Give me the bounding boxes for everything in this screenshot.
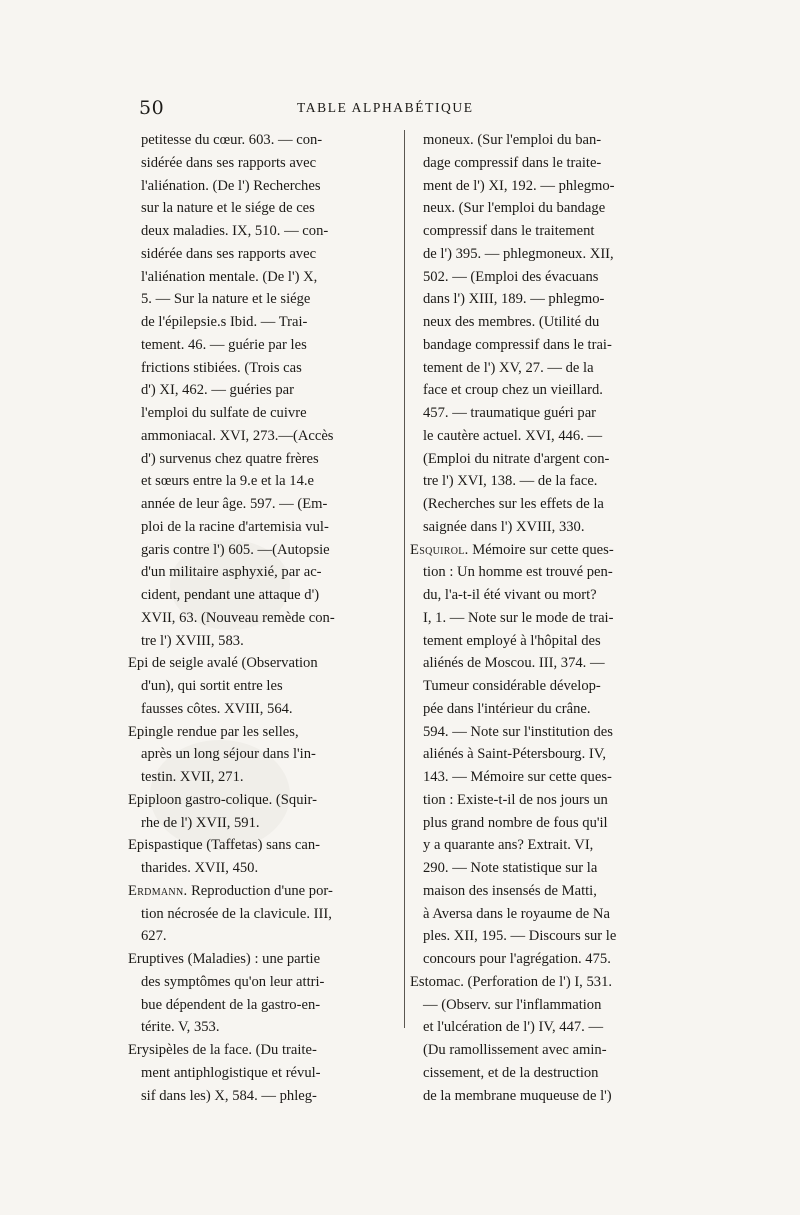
index-line: l'aliénation mentale. (De l') X, — [141, 268, 318, 285]
index-line: année de leur âge. 597. — (Em- — [141, 496, 328, 512]
index-line: (Emploi du nitrate d'argent con- — [423, 450, 610, 467]
index-line: térite. V, 353. — [141, 1019, 220, 1036]
index-line: le cautère actuel. XVI, 446. — — [423, 427, 603, 444]
index-line: d'un militaire asphyxié, par ac- — [141, 564, 322, 581]
author-name: Erdmann. — [128, 882, 188, 899]
index-entry-heading: Estomac. (Perforation de l') I, 531. — [410, 973, 613, 990]
index-line: l'emploi du sulfate de cuivre — [141, 405, 307, 421]
page-header — [139, 97, 667, 123]
index-line: moneux. (Sur l'emploi du ban- — [423, 132, 602, 148]
index-line: tre l') XVIII, 583. — [141, 632, 244, 649]
index-line: ples. XII, 195. — Discours sur le — [423, 928, 617, 945]
index-line: neux des membres. (Utilité du — [423, 314, 600, 330]
index-line: 143. — Mémoire sur cette ques- — [423, 769, 612, 785]
column-divider — [404, 130, 405, 1028]
index-line: de l'épilepsie.s Ibid. — Trai- — [141, 314, 308, 330]
index-line: sur la nature et le siége de ces — [141, 200, 315, 217]
index-line: bue dépendent de la gastro-en- — [141, 996, 321, 1013]
index-line: ploi de la racine d'artemisia vul- — [141, 518, 329, 535]
index-entry-heading: Epispastique (Taffetas) sans can- — [128, 837, 321, 854]
index-line: tion : Existe-t-il de nos jours un — [423, 791, 608, 808]
index-line: neux. (Sur l'emploi du bandage — [423, 200, 606, 217]
index-line: et sœurs entre la 9.e et la 14.e — [141, 473, 315, 490]
index-entry-heading: Erdmann. Reproduction d'une por- — [128, 882, 333, 899]
index-entry-heading: Eruptives (Maladies) : une partie — [128, 951, 321, 967]
index-line: 594. — Note sur l'institution des — [423, 723, 613, 740]
index-line: aliénés à Saint-Pétersbourg. IV, — [423, 746, 607, 763]
index-line: bandage compressif dans le trai- — [423, 336, 612, 353]
index-line: cident, pendant une attaque d') — [141, 587, 320, 603]
index-line: l'aliénation. (De l') Recherches — [141, 177, 321, 194]
running-title: TABLE ALPHABÉTIQUE — [297, 100, 474, 115]
index-line: tement employé à l'hôpital des — [423, 632, 601, 649]
index-line: de l') 395. — phlegmoneux. XII, — [423, 245, 614, 262]
index-line: aliénés de Moscou. III, 374. — — [423, 655, 605, 672]
index-line: tion nécrosée de la clavicule. III, — [141, 905, 332, 922]
index-line: y a quarante ans? Extrait. VI, — [423, 837, 594, 854]
index-line: tion : Un homme est trouvé pen- — [423, 564, 613, 581]
index-line: pée dans l'intérieur du crâne. — [423, 700, 591, 717]
index-line: — (Observ. sur l'inflammation — [423, 996, 602, 1013]
index-line: ammoniacal. XVI, 273.—(Accès — [141, 427, 334, 444]
index-line: sidérée dans ses rapports avec — [141, 154, 317, 171]
index-entry-heading: Epiploon gastro-colique. (Squir- — [128, 791, 317, 808]
index-line: face et croup chez un vieillard. — [423, 382, 603, 399]
index-line: deux maladies. IX, 510. — con- — [141, 223, 329, 239]
index-line: et l'ulcération de l') IV, 447. — — [423, 1019, 604, 1036]
index-line: à Aversa dans le royaume de Na — [423, 905, 610, 922]
index-line: 627. — [141, 928, 167, 945]
index-entry-heading: Epingle rendue par les selles, — [128, 723, 299, 740]
index-line: d') survenus chez quatre frères — [141, 450, 319, 467]
index-line: XVII, 63. (Nouveau remède con- — [141, 609, 335, 626]
index-line: rhe de l') XVII, 591. — [141, 814, 260, 831]
index-line: après un long séjour dans l'in- — [141, 746, 316, 763]
author-name: Esquirol. — [410, 541, 469, 558]
index-line: saignée dans l') XVIII, 330. — [423, 518, 585, 535]
index-line: tre l') XVI, 138. — de la face. — [423, 473, 598, 490]
index-line: dans l') XIII, 189. — phlegmo- — [423, 291, 605, 308]
index-line: tharides. XVII, 450. — [141, 860, 259, 876]
index-entry-heading: Esquirol. Mémoire sur cette ques- — [410, 541, 614, 558]
index-entry-heading: Epi de seigle avalé (Observation — [128, 655, 318, 672]
index-line: ment de l') XI, 192. — phlegmo- — [423, 177, 615, 194]
index-line: sidérée dans ses rapports avec — [141, 245, 317, 262]
index-line: fausses côtes. XVIII, 564. — [141, 700, 293, 717]
index-entry-heading: Erysipèles de la face. (Du traite- — [128, 1042, 317, 1058]
index-line: I, 1. — Note sur le mode de trai- — [423, 609, 614, 626]
index-line: plus grand nombre de fous qu'il — [423, 814, 608, 831]
index-line: de la membrane muqueuse de l') — [423, 1087, 612, 1104]
index-line: Tumeur considérable dévelop- — [423, 678, 601, 694]
right-column — [410, 129, 670, 1107]
index-line: 290. — Note statistique sur la — [423, 860, 598, 876]
index-line: sif dans les) X, 584. — phleg- — [141, 1087, 317, 1104]
index-line: petitesse du cœur. 603. — con- — [141, 132, 323, 148]
page-number: 50 — [139, 97, 165, 119]
index-line: des symptômes qu'on leur attri- — [141, 973, 325, 990]
index-line: testin. XVII, 271. — [141, 769, 244, 785]
index-line: tement. 46. — guérie par les — [141, 336, 307, 353]
left-column — [128, 129, 402, 1107]
index-line: frictions stibiées. (Trois cas — [141, 359, 302, 376]
index-line: ment antiphlogistique et révul- — [141, 1064, 321, 1081]
index-line: cissement, et de la destruction — [423, 1064, 599, 1081]
index-line: du, l'a-t-il été vivant ou mort? — [423, 587, 597, 603]
index-line: maison des insensés de Matti, — [423, 882, 597, 899]
index-line: (Du ramollissement avec amin- — [423, 1042, 607, 1058]
index-line: (Recherches sur les effets de la — [423, 496, 604, 512]
index-line: dage compressif dans le traite- — [423, 154, 602, 171]
index-line: compressif dans le traitement — [423, 223, 595, 239]
index-line: tement de l') XV, 27. — de la — [423, 359, 594, 376]
index-line: 457. — traumatique guéri par — [423, 405, 597, 421]
index-line: d') XI, 462. — guéries par — [141, 382, 294, 399]
index-line: concours pour l'agrégation. 475. — [423, 951, 611, 967]
index-line: garis contre l') 605. —(Autopsie — [141, 541, 330, 558]
index-line: 5. — Sur la nature et le siége — [141, 291, 311, 308]
index-line: d'un), qui sortit entre les — [141, 678, 283, 694]
index-line: 502. — (Emploi des évacuans — [423, 268, 599, 285]
